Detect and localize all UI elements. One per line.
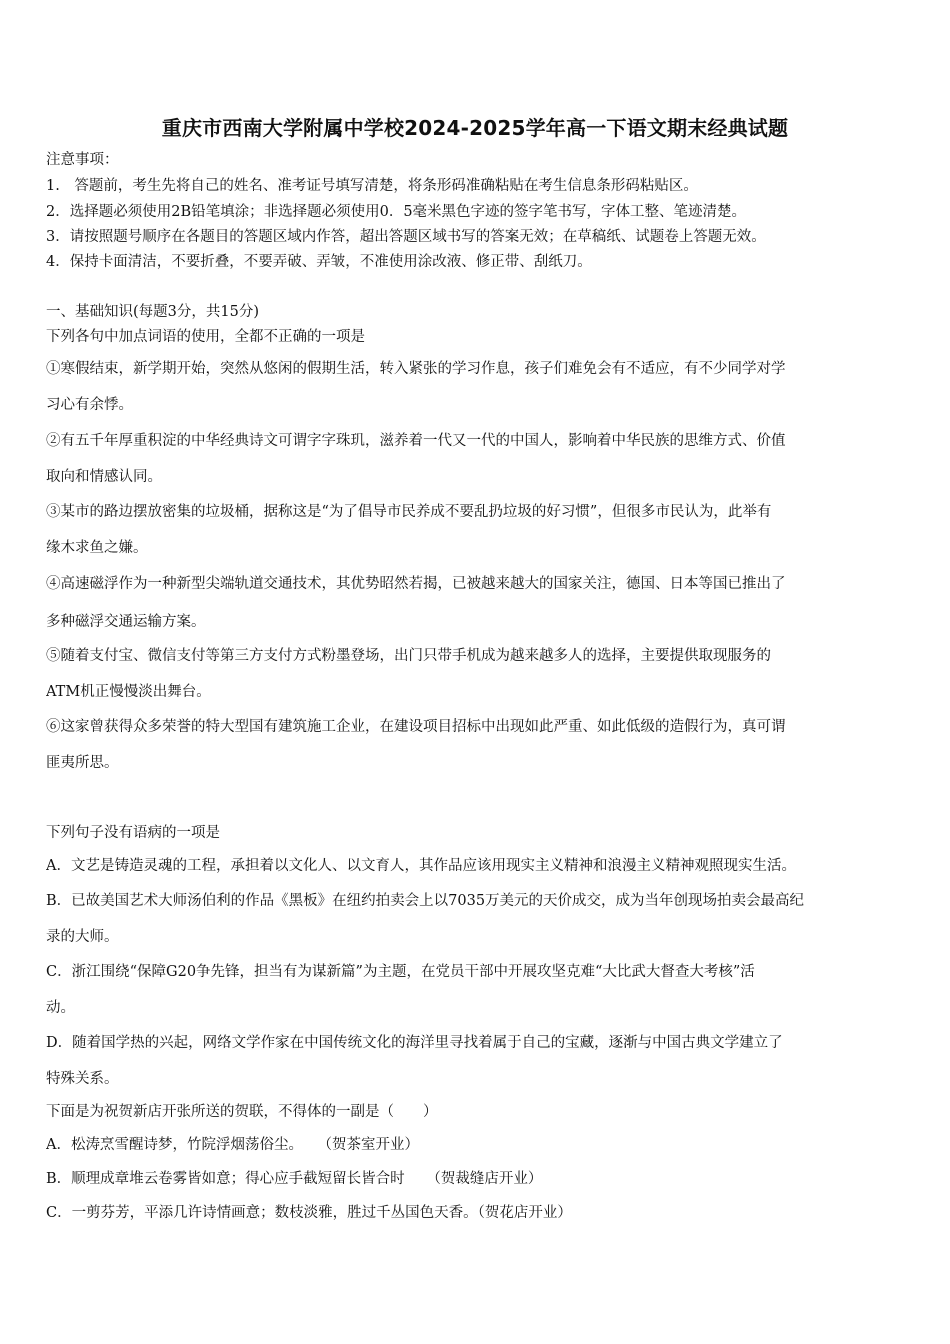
notice-item-4: 4．保持卡面清洁，不要折叠，不要弄破、弄皱，不准使用涂改液、修正带、刮纸刀。 [46,254,592,270]
q1-line-4: 取向和情感认同。 [46,469,162,485]
notice-item-1: 1. 答题前，考生先将自己的姓名、准考证号填写清楚，将条形码准确粘贴在考生信息条形码粘贴区。 [46,178,698,194]
q1-line-7: ④高速磁浮作为一种新型尖端轨道交通技术，其优势昭然若揭，已被越来越大的国家关注，德国、日本等国已推出了 [46,576,786,592]
notice-item-3: 3．请按照题号顺序在各题目的答题区域内作答，超出答题区域书写的答案无效；在草稿纸、试题卷上答题无效。 [46,229,766,245]
notice-item-2: 2．选择题必须使用2B铅笔填涂；非选择题必须使用0．5毫米黑色字迹的签字笔书写，字体工整、笔迹清楚。 [46,204,747,220]
q3-option-b[interactable]: B．顺理成章堆云卷雾皆如意；得心应手截短留长皆合时 （贺裁缝店开业） [46,1171,543,1187]
q1-line-2: 习心有余悸。 [46,397,133,413]
q2-stem: 下列句子没有语病的一项是 [46,825,220,841]
q3-option-a[interactable]: A．松涛烹雪醒诗梦，竹院浮烟荡俗尘。 （贺茶室开业） [46,1137,419,1153]
q2-option-c-cont: 动。 [46,1000,75,1016]
q1-line-10: ATM机正慢慢淡出舞台。 [46,684,211,700]
section-heading: 一、基础知识(每题3分，共15分) [46,304,259,320]
q1-line-1: ①寒假结束，新学期开始，突然从悠闲的假期生活，转入紧张的学习作息，孩子们难免会有不适应，有不少同学对学 [46,361,786,377]
q2-option-a[interactable]: A．文艺是铸造灵魂的工程，承担着以文化人、以文育人，其作品应该用现实主义精神和浪漫主义精神观照现实生活。 [46,858,796,874]
q2-option-d[interactable]: D．随着国学热的兴起，网络文学作家在中国传统文化的海洋里寻找着属于自己的宝藏，逐渐与中国古典文学建立了 [46,1035,783,1051]
q2-option-b[interactable]: B．已故美国艺术大师汤伯利的作品《黑板》在纽约拍卖会上以7035万美元的天价成交，成为当年创现场拍卖会最高纪 [46,893,805,909]
q1-line-8: 多种磁浮交通运输方案。 [46,614,206,630]
q2-option-c[interactable]: C．浙江围绕“保障G20争先锋，担当有为谋新篇”为主题，在党员干部中开展攻坚克难“大比武大督查大考核”活 [46,964,755,980]
q1-line-12: 匪夷所思。 [46,755,119,771]
q1-line-3: ②有五千年厚重积淀的中华经典诗文可谓字字珠玑，滋养着一代又一代的中国人，影响着中华民族的思维方式、价值 [46,433,786,449]
q1-line-6: 缘木求鱼之嫌。 [46,540,148,556]
q1-stem: 下列各句中加点词语的使用，全都不正确的一项是 [46,329,365,345]
q3-option-c[interactable]: C．一剪芬芳，平添几许诗情画意；数枝淡雅，胜过千丛国色天香。（贺花店开业） [46,1205,572,1221]
page-title: 重庆市西南大学附属中学校2024-2025学年高一下语文期末经典试题 [161,116,789,140]
q2-option-b-cont: 录的大师。 [46,929,119,945]
notice-heading: 注意事项： [46,152,119,168]
q2-option-d-cont: 特殊关系。 [46,1071,119,1087]
q1-line-11: ⑥这家曾获得众多荣誉的特大型国有建筑施工企业，在建设项目招标中出现如此严重、如此低级的造假行为，真可谓 [46,719,786,735]
q1-line-5: ③某市的路边摆放密集的垃圾桶，据称这是“为了倡导市民养成不要乱扔垃圾的好习惯”，但很多市民认为，此举有 [46,504,772,520]
q3-stem: 下面是为祝贺新店开张所送的贺联，不得体的一副是（ ） [46,1104,438,1120]
q1-line-9: ⑤随着支付宝、微信支付等第三方支付方式粉墨登场，出门只带手机成为越来越多人的选择，主要提供取现服务的 [46,648,771,664]
